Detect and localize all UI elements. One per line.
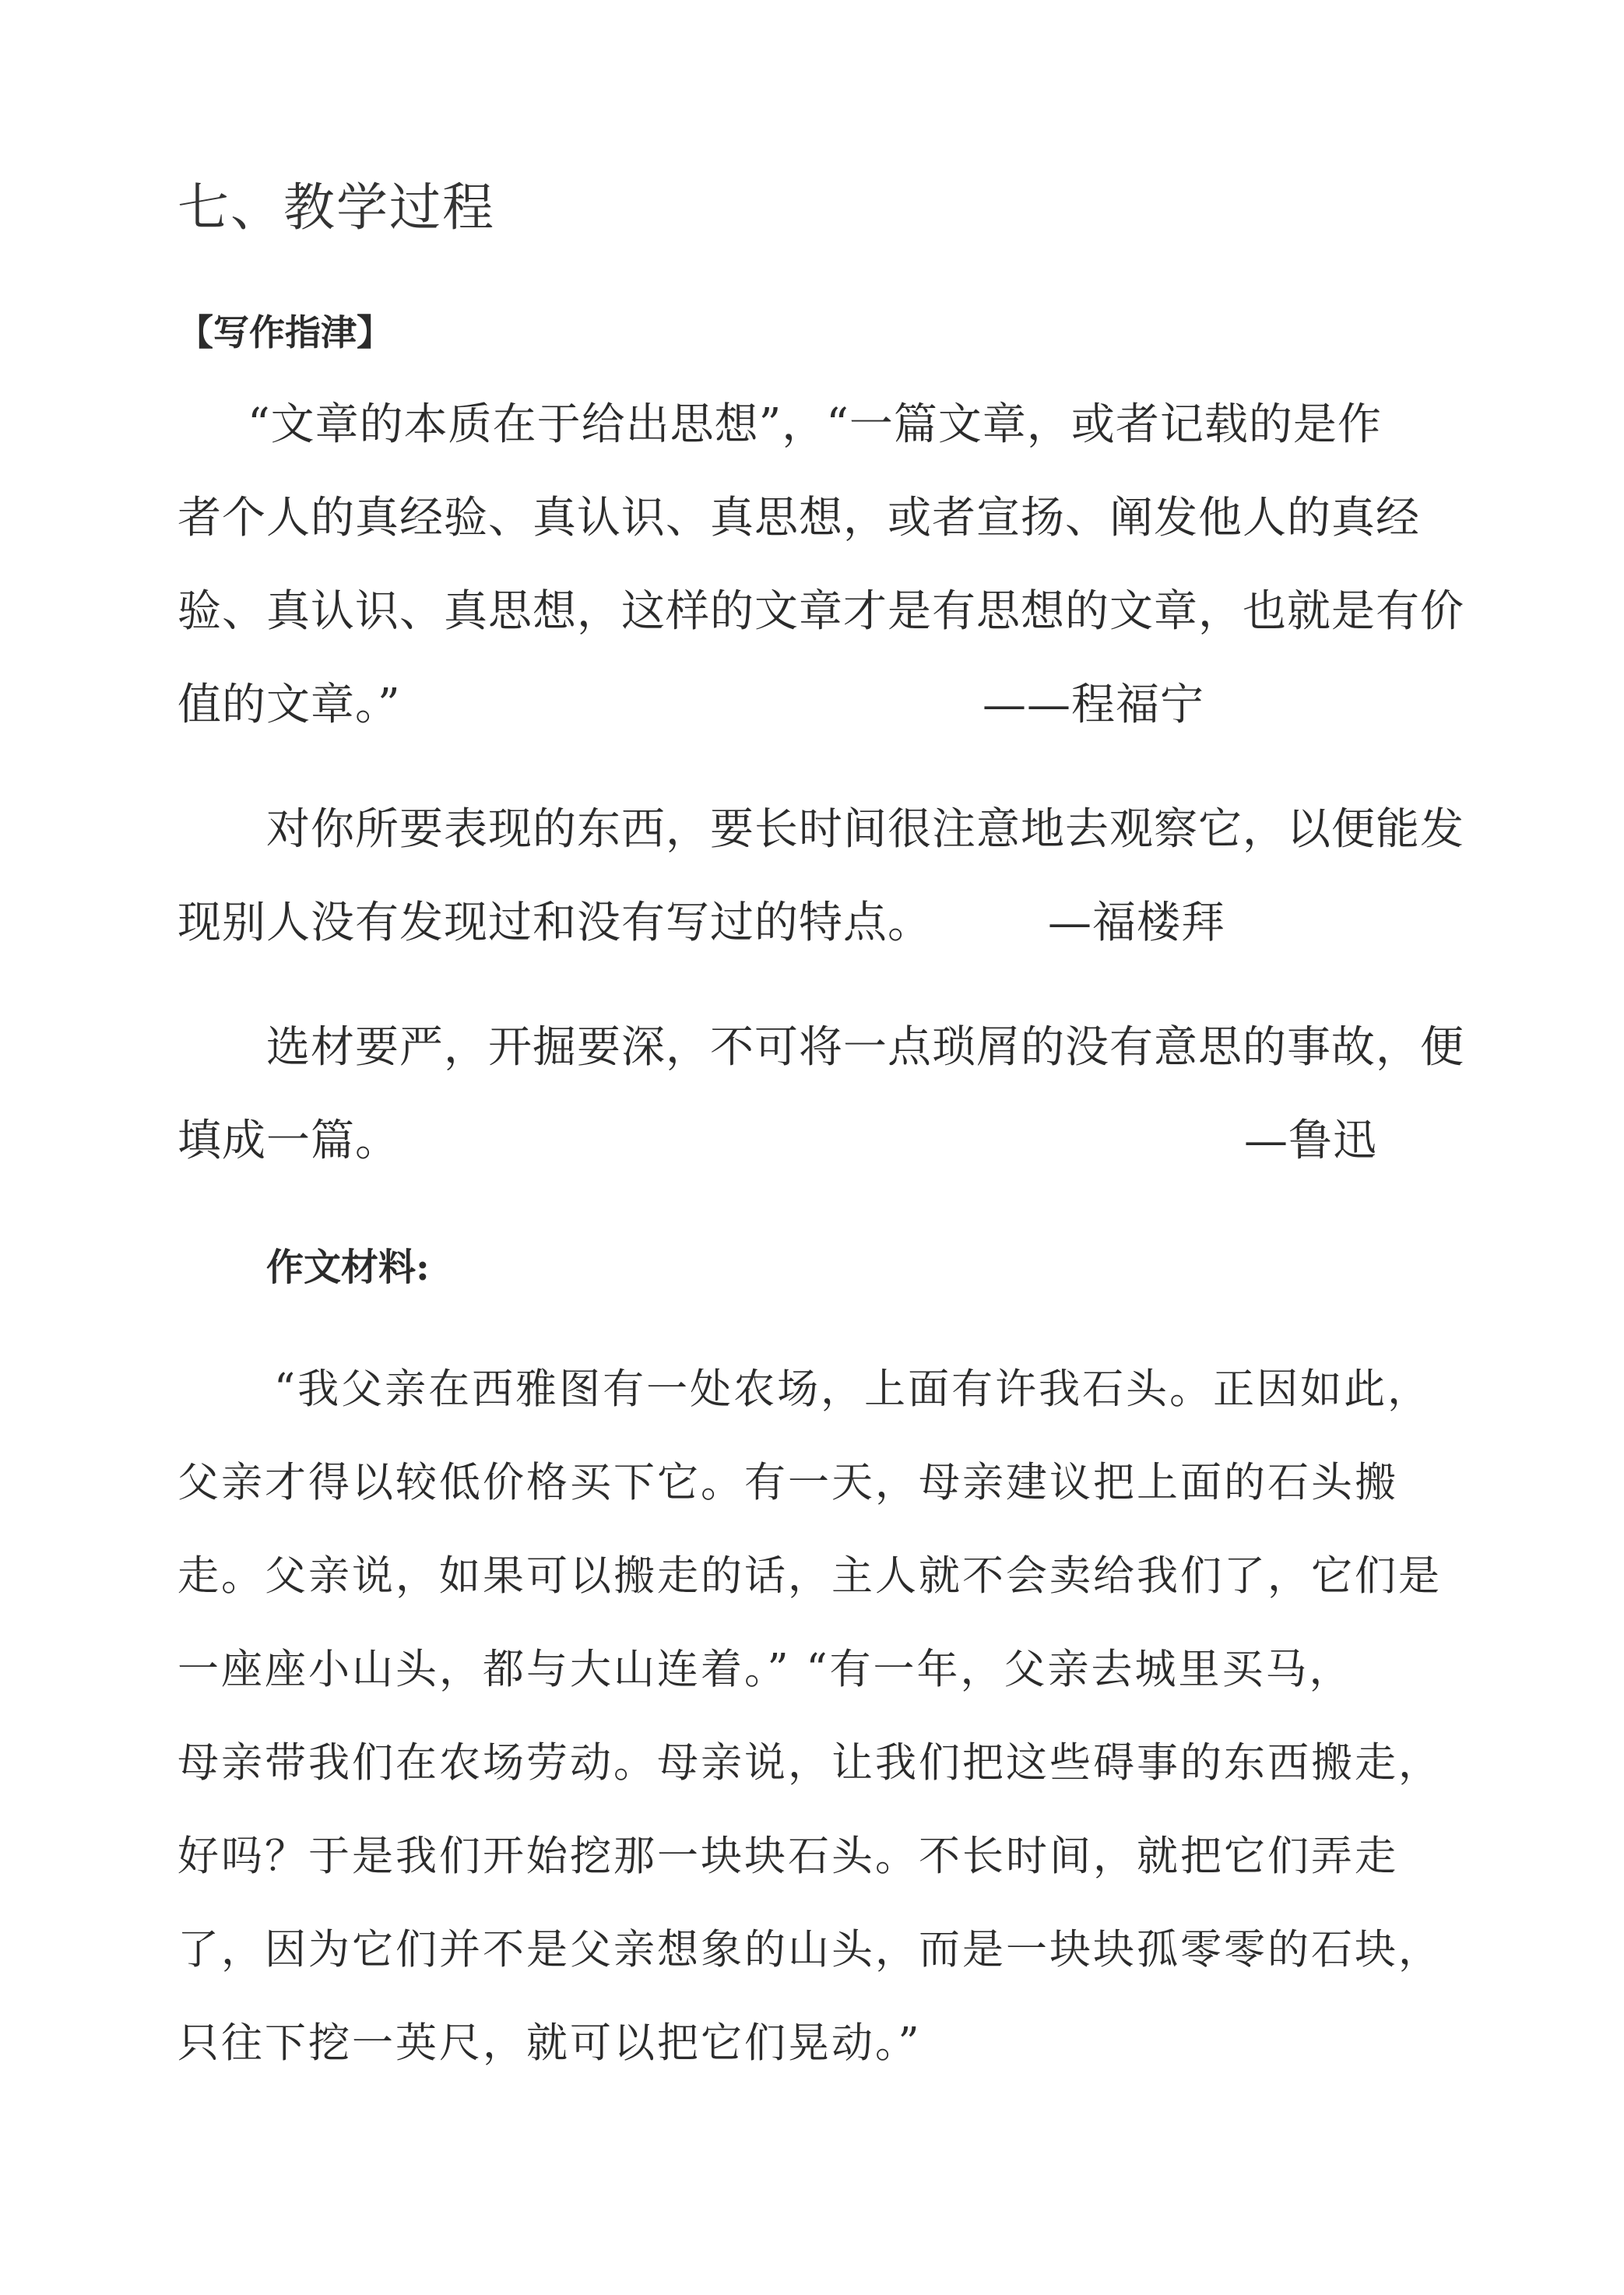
material-heading: 作文材料: xyxy=(266,1246,430,1289)
quote1-line-3: 验、真认识、真思想，这样的文章才是有思想的文章，也就是有价 xyxy=(178,586,1464,637)
quote1-line-4: 值的文章。” xyxy=(178,680,401,730)
quote2-line-2: 现别人没有发现过和没有写过的特点。 xyxy=(178,898,932,948)
material-line-4: 一座座小山头，都与大山连着。” “有一年，父亲去城里买马， xyxy=(178,1646,1353,1693)
material-line-6: 好吗？于是我们开始挖那一块块石头。不长时间，就把它们弄走 xyxy=(178,1833,1398,1880)
material-line-2: 父亲才得以较低价格买下它。有一天，母亲建议把上面的石头搬 xyxy=(178,1459,1398,1506)
quote2-line-1: 对你所要表现的东西，要长时间很注意地去观察它，以便能发 xyxy=(266,804,1464,855)
subsection-label: 【写作指津】 xyxy=(178,311,392,353)
quote1-line-1: “文章的本质在于给出思想”，“一篇文章，或者记载的是作 xyxy=(248,399,1382,450)
quote1-attribution: ——程福宁 xyxy=(982,680,1204,730)
quote2-attribution: —福楼拜 xyxy=(1048,898,1225,948)
section-title: 七、教学过程 xyxy=(178,177,495,237)
material-line-5: 母亲带我们在农场劳动。母亲说，让我们把这些碍事的东西搬走， xyxy=(178,1739,1442,1787)
quote3-line-2: 填成一篇。 xyxy=(178,1116,399,1166)
quote1-line-2: 者个人的真经验、真认识、真思想，或者宣扬、阐发他人的真经 xyxy=(178,493,1420,543)
material-line-3: 走。父亲说，如果可以搬走的话，主人就不会卖给我们了，它们是 xyxy=(178,1552,1442,1600)
material-line-7: 了，因为它们并不是父亲想象的山头，而是一块块孤零零的石块， xyxy=(178,1926,1442,1973)
material-line-1: “我父亲在西雅图有一处农场，上面有许我石头。正因如此， xyxy=(274,1365,1432,1413)
material-line-8: 只往下挖一英尺，就可以把它们晃动。” xyxy=(178,2019,922,2067)
quote3-attribution: —鲁迅 xyxy=(1244,1116,1377,1166)
quote3-line-1: 选材要严，开掘要深，不可将一点琐屑的没有意思的事故，便 xyxy=(266,1022,1464,1073)
